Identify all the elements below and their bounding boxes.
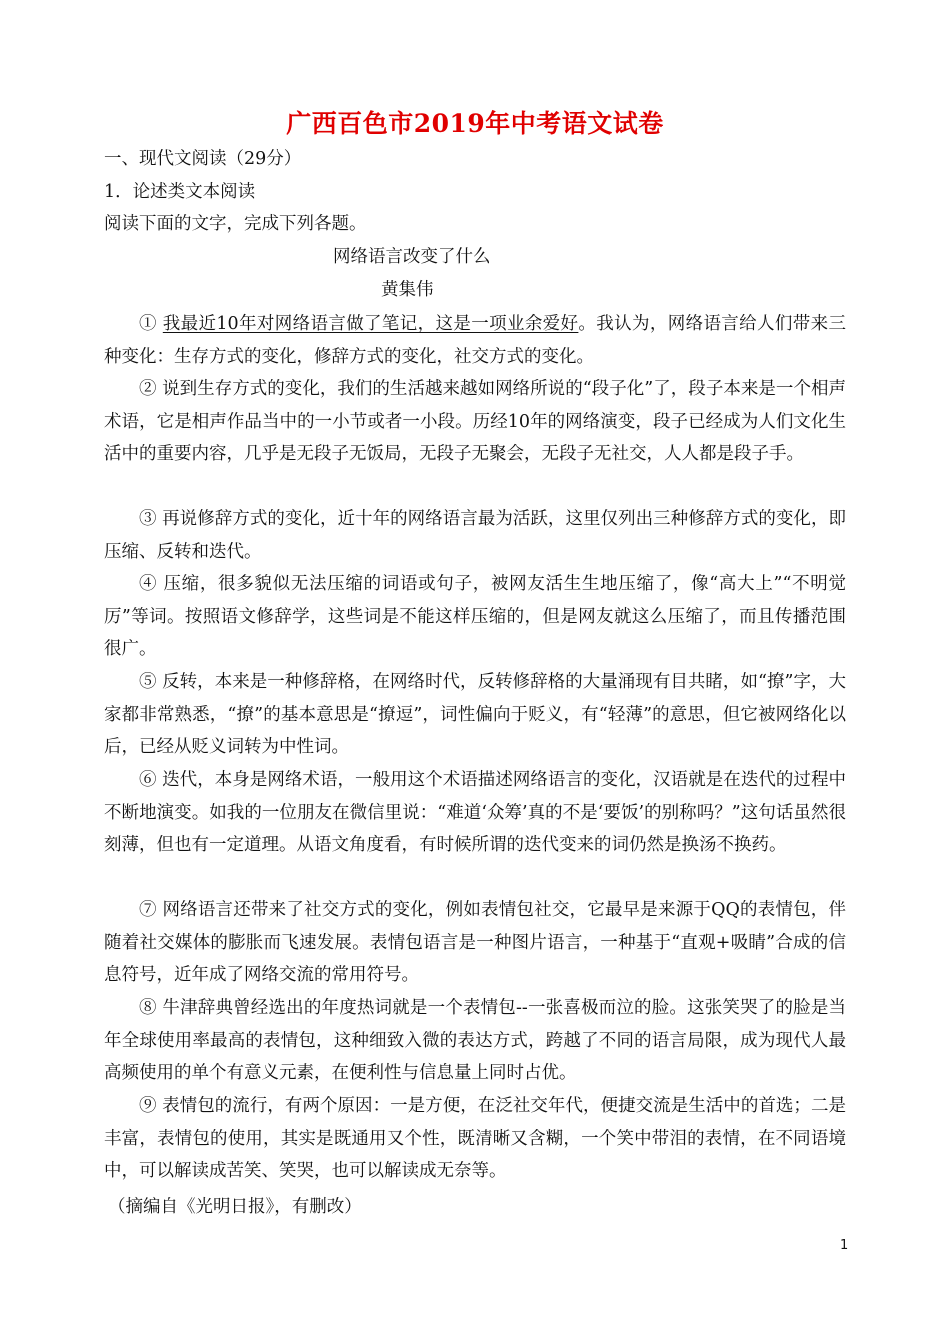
paragraph-1-rest: 。我认为，网络语言给人们带来三种变化：生存方式的变化，修辞方式的变化，社交方式的变化。 — [104, 314, 846, 367]
paragraph-3: ③ 再说修辞方式的变化，近十年的网络语言最为活跃，这里仅列出三种修辞方式的变化，即压缩、反转和迭代。 — [104, 509, 846, 562]
paragraph-8: ⑧ 牛津辞典曾经选出的年度热词就是一个表情包--一张喜极而泣的脸。这张笑哭了的脸是当年全球使用率最高的表情包，这种细致入微的表达方式，跨越了不同的语言局限，成为现代人最高频使用的单个有意义元素，在便利性与信息量上同时占优。 — [104, 998, 846, 1083]
section-heading: 一、现代文阅读（29分） — [104, 149, 302, 169]
paragraph-9: ⑨ 表情包的流行，有两个原因：一是方便，在泛社交年代，便捷交流是生活中的首选；二是丰富，表情包的使用，其实是既通用又个性，既清晰又含糊，一个笑中带泪的表情，在不同语境中，可以解读成苦笑、笑哭，也可以解读成无奈等。 — [104, 1096, 846, 1181]
paragraph-2: ② 说到生存方式的变化，我们的生活越来越如网络所说的“段子化”了，段子本来是一个相声术语，它是相声作品当中的一小节或者一小段。历经10年的网络演变，段子已经成为人们文化生活中的重要内容，几乎是无段子无饭局，无段子无聚会，无段子无社交，人人都是段子手。 — [104, 379, 846, 464]
paragraph-1-underlined: 我最近10年对网络语言做了笔记，这是一项业余爱好 — [162, 314, 579, 334]
page-title: 广西百色市2019年中考语文试卷 — [286, 109, 664, 138]
paragraph-1-marker: ① — [139, 314, 163, 334]
instruction-text: 阅读下面的文字，完成下列各题。 — [104, 214, 367, 234]
article-author: 黄集伟 — [381, 280, 434, 300]
paragraph-4: ④ 压缩，很多貌似无法压缩的词语或句子，被网友活生生地压缩了，像“高大上”“不明觉厉”等词。按照语文修辞学，这些词是不能这样压缩的，但是网友就这么压缩了，而且传播范围很广。 — [104, 574, 846, 659]
source-note: （摘编自《光明日报》，有删改） — [108, 1197, 362, 1217]
paragraph-6: ⑥ 迭代，本身是网络术语，一般用这个术语描述网络语言的变化，汉语就是在迭代的过程中不断地演变。如我的一位朋友在微信里说：“难道‘众筹’真的不是‘要饭’的别称吗？”这句话虽然很刻薄，但也有一定道理。从语文角度看，有时候所谓的迭代变来的词仍然是换汤不换药。 — [104, 770, 846, 855]
paragraph-1 — [104, 308, 846, 373]
paragraph-5: ⑤ 反转，本来是一种修辞格，在网络时代，反转修辞格的大量涌现有目共睹，如“撩”字，大家都非常熟悉，“撩”的基本意思是“撩逗”，词性偏向于贬义，有“轻薄”的意思，但它被网络化以后，已经从贬义词转为中性词。 — [104, 672, 846, 757]
question-heading: 1．论述类文本阅读 — [104, 182, 256, 202]
paragraph-7: ⑦ 网络语言还带来了社交方式的变化，例如表情包社交，它最早是来源于QQ的表情包，伴随着社交媒体的膨胀而飞速发展。表情包语言是一种图片语言，一种基于“直观+吸睛”合成的信息符号，近年成了网络交流的常用符号。 — [104, 900, 846, 985]
page-number: 1 — [840, 1238, 849, 1253]
article-title: 网络语言改变了什么 — [333, 247, 491, 267]
